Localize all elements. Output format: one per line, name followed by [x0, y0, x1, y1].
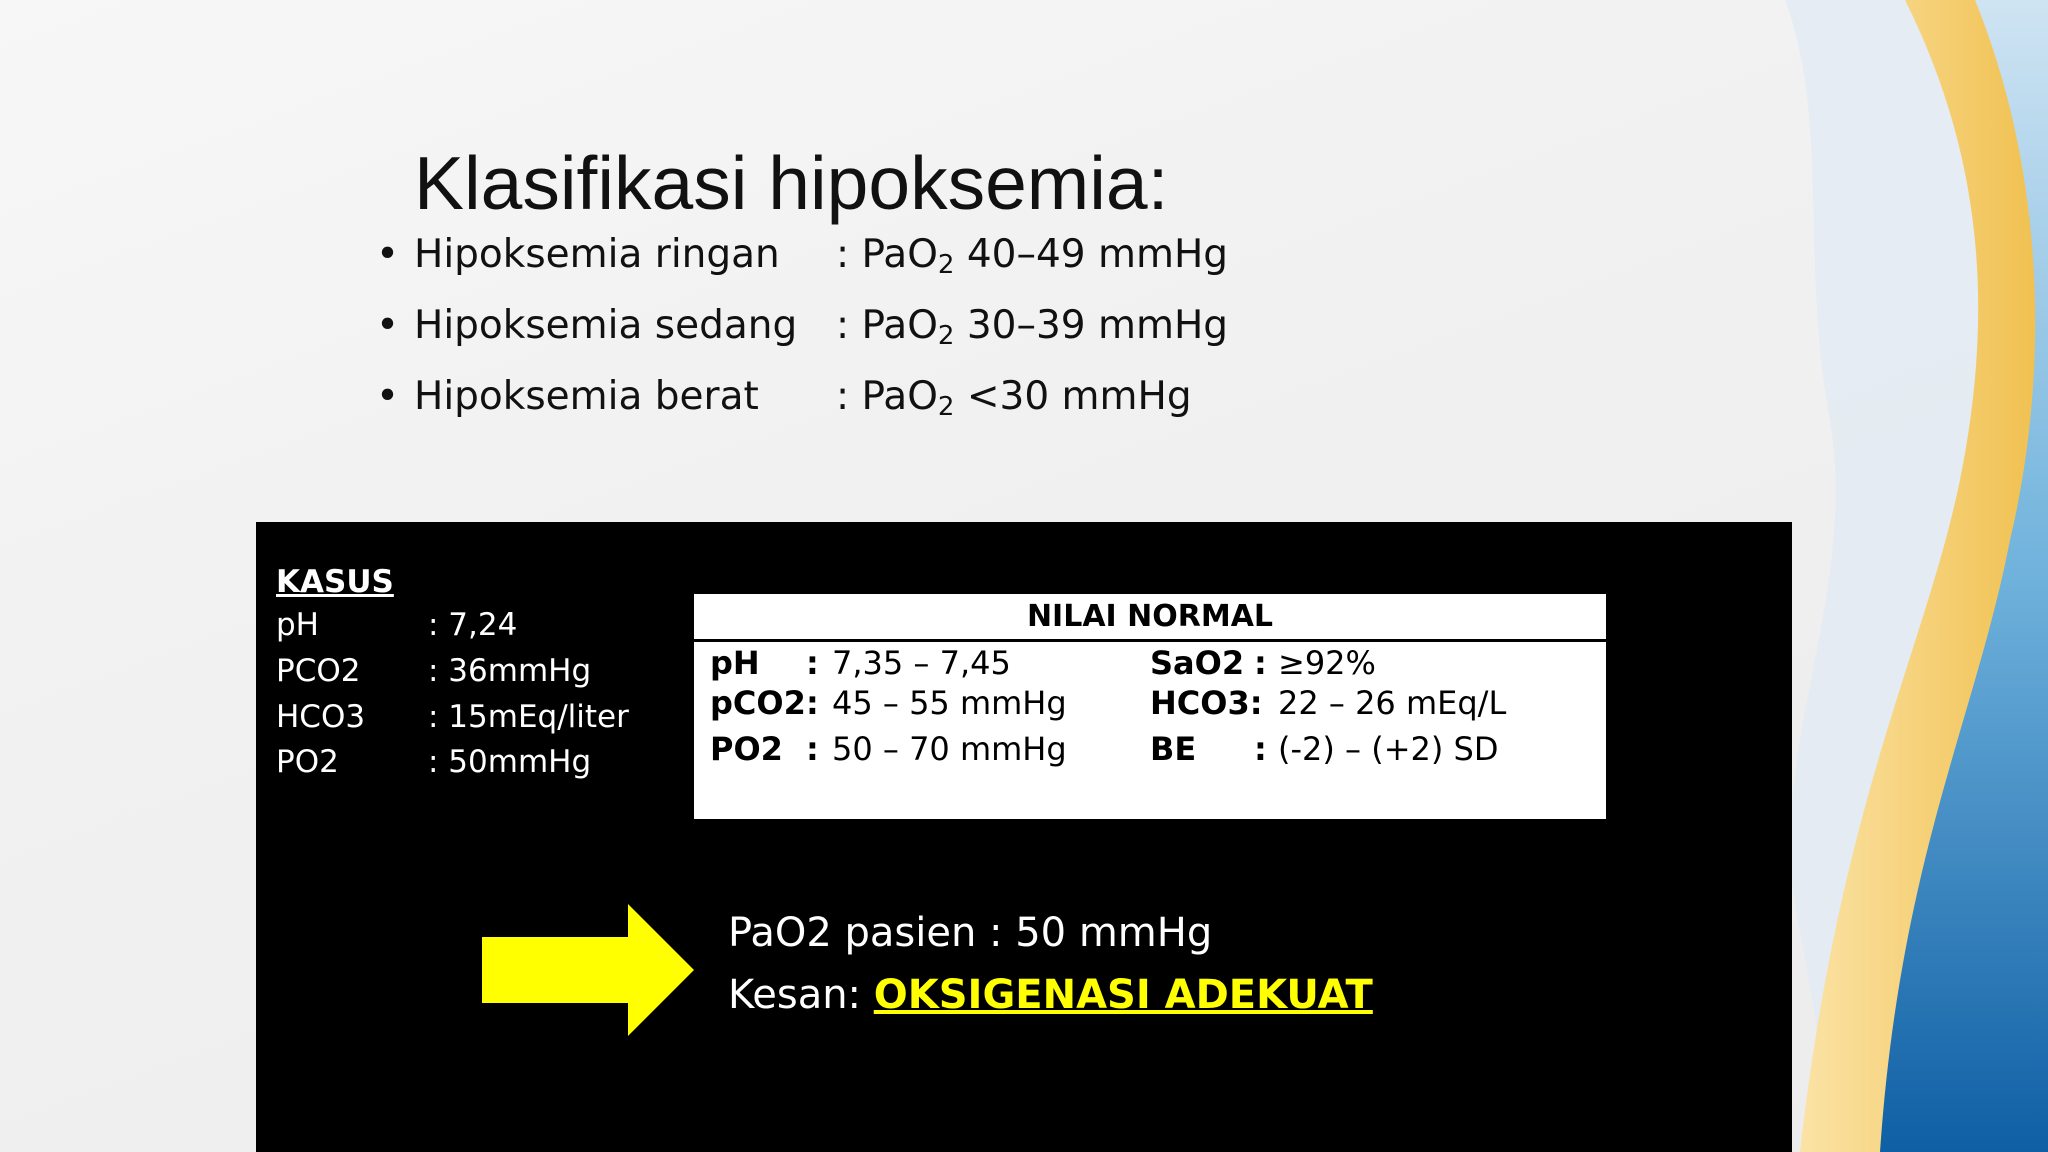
bullet-icon: • — [376, 232, 400, 277]
normal-value: 45 – 55 mmHg — [832, 684, 1067, 722]
bullet-value: : PaO$_2$ <30 mmHg — [836, 374, 1192, 422]
case-value: : 7,24 — [428, 607, 518, 643]
case-key: PCO2 — [276, 653, 361, 689]
list-item — [376, 228, 1376, 299]
normal-key: HCO3: — [1150, 684, 1263, 722]
normal-sep: : — [806, 644, 819, 682]
normal-value: 7,35 – 7,45 — [832, 644, 1011, 682]
normal-sep: : — [1254, 644, 1267, 682]
normal-value: ≥92% — [1278, 644, 1376, 682]
classification-list — [376, 228, 1376, 441]
case-value: : 50mmHg — [428, 744, 592, 780]
case-key: HCO3 — [276, 699, 366, 735]
result-block — [728, 910, 1373, 1034]
normal-values-table — [694, 594, 1606, 819]
normal-sep: : — [806, 730, 819, 768]
list-item — [376, 370, 1376, 441]
bullet-label: Hipoksemia sedang — [414, 303, 798, 348]
impression-line — [728, 972, 1373, 1034]
bullet-label: Hipoksemia ringan — [414, 232, 780, 277]
case-value: : 36mmHg — [428, 653, 592, 689]
normal-key: pCO2 — [710, 684, 806, 722]
impression-verdict: OKSIGENASI ADEKUAT — [873, 972, 1373, 1018]
case-panel — [256, 522, 1792, 1152]
bullet-icon: • — [376, 374, 400, 419]
patient-pao2: PaO2 pasien : 50 mmHg — [728, 910, 1213, 956]
normal-key: BE — [1150, 730, 1197, 768]
normal-value: 22 – 26 mEq/L — [1278, 684, 1507, 722]
case-value: : 15mEq/liter — [428, 699, 629, 735]
normal-value: 50 – 70 mmHg — [832, 730, 1067, 768]
case-heading: KASUS — [276, 564, 394, 600]
case-key: PO2 — [276, 744, 339, 780]
bullet-value: : PaO$_2$ 30–39 mmHg — [836, 303, 1229, 351]
right-arrow-icon — [482, 904, 694, 1036]
bullet-icon: • — [376, 303, 400, 348]
bullet-label: Hipoksemia berat — [414, 374, 759, 419]
normal-value: (-2) – (+2) SD — [1278, 730, 1499, 768]
normal-key: PO2 — [710, 730, 783, 768]
impression-label: Kesan: — [728, 972, 874, 1018]
normal-sep: : — [806, 684, 819, 722]
case-key: pH — [276, 607, 319, 643]
list-item — [376, 299, 1376, 370]
normal-sep: : — [1254, 730, 1267, 768]
slide-title: Klasifikasi hipoksemia: — [414, 141, 1169, 225]
normal-key: SaO2 — [1150, 644, 1245, 682]
normal-key: pH — [710, 644, 760, 682]
bullet-value: : PaO$_2$ 40–49 mmHg — [836, 232, 1229, 280]
normal-values-heading: NILAI NORMAL — [694, 594, 1606, 642]
